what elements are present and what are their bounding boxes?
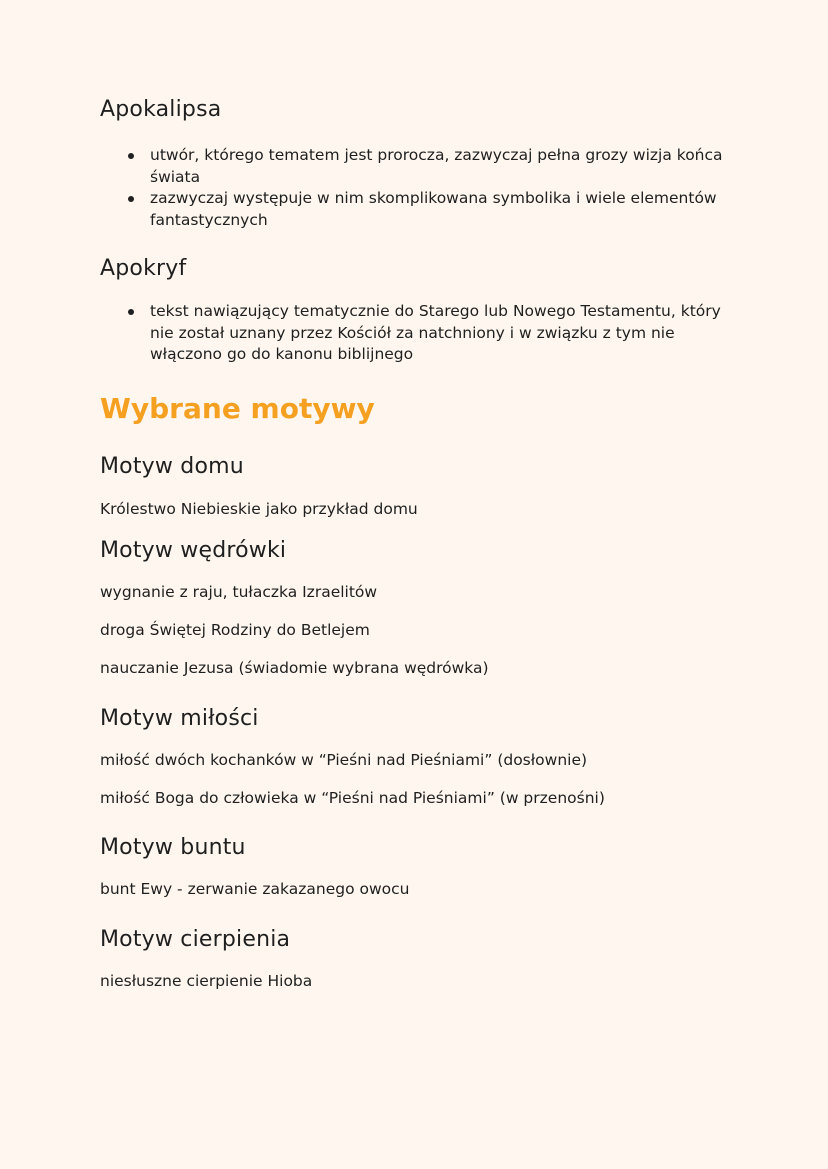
- heading-motyw-domu: Motyw domu: [100, 454, 244, 479]
- bullet-icon: [128, 153, 134, 159]
- list-apokalipsa: [128, 145, 728, 231]
- heading-apokryf: Apokryf: [100, 256, 187, 281]
- heading-motyw-buntu: Motyw buntu: [100, 835, 246, 860]
- list-item-text: zazwyczaj występuje w nim skomplikowana symbolika i wiele elementów fantastycznych: [150, 189, 717, 229]
- list-item: [128, 301, 728, 366]
- paragraph: miłość Boga do człowieka w “Pieśni nad Pieśniami” (w przenośni): [100, 789, 605, 807]
- page-title: Wybrane motywy: [100, 392, 375, 425]
- list-apokryf: [128, 301, 728, 366]
- paragraph: droga Świętej Rodziny do Betlejem: [100, 621, 370, 639]
- bullet-icon: [128, 309, 134, 315]
- list-item-text: utwór, którego tematem jest prorocza, zazwyczaj pełna grozy wizja końca świata: [150, 146, 723, 186]
- bullet-icon: [128, 196, 134, 202]
- heading-motyw-cierpienia: Motyw cierpienia: [100, 927, 291, 952]
- paragraph: Królestwo Niebieskie jako przykład domu: [100, 500, 418, 518]
- heading-motyw-milosci: Motyw miłości: [100, 706, 259, 731]
- paragraph: nauczanie Jezusa (świadomie wybrana wędrówka): [100, 659, 489, 677]
- list-item: [128, 188, 728, 231]
- paragraph: bunt Ewy - zerwanie zakazanego owocu: [100, 880, 410, 898]
- paragraph: niesłuszne cierpienie Hioba: [100, 972, 313, 990]
- heading-apokalipsa: Apokalipsa: [100, 97, 222, 122]
- heading-motyw-wedrowki: Motyw wędrówki: [100, 538, 287, 563]
- paragraph: miłość dwóch kochanków w “Pieśni nad Pieśniami” (dosłownie): [100, 751, 588, 769]
- list-item-text: tekst nawiązujący tematycznie do Starego lub Nowego Testamentu, który nie został uznany przez Kościół za natchniony i w związku z tym nie włączono go do kanonu biblijnego: [150, 302, 721, 363]
- list-item: [128, 145, 728, 188]
- paragraph: wygnanie z raju, tułaczka Izraelitów: [100, 583, 378, 601]
